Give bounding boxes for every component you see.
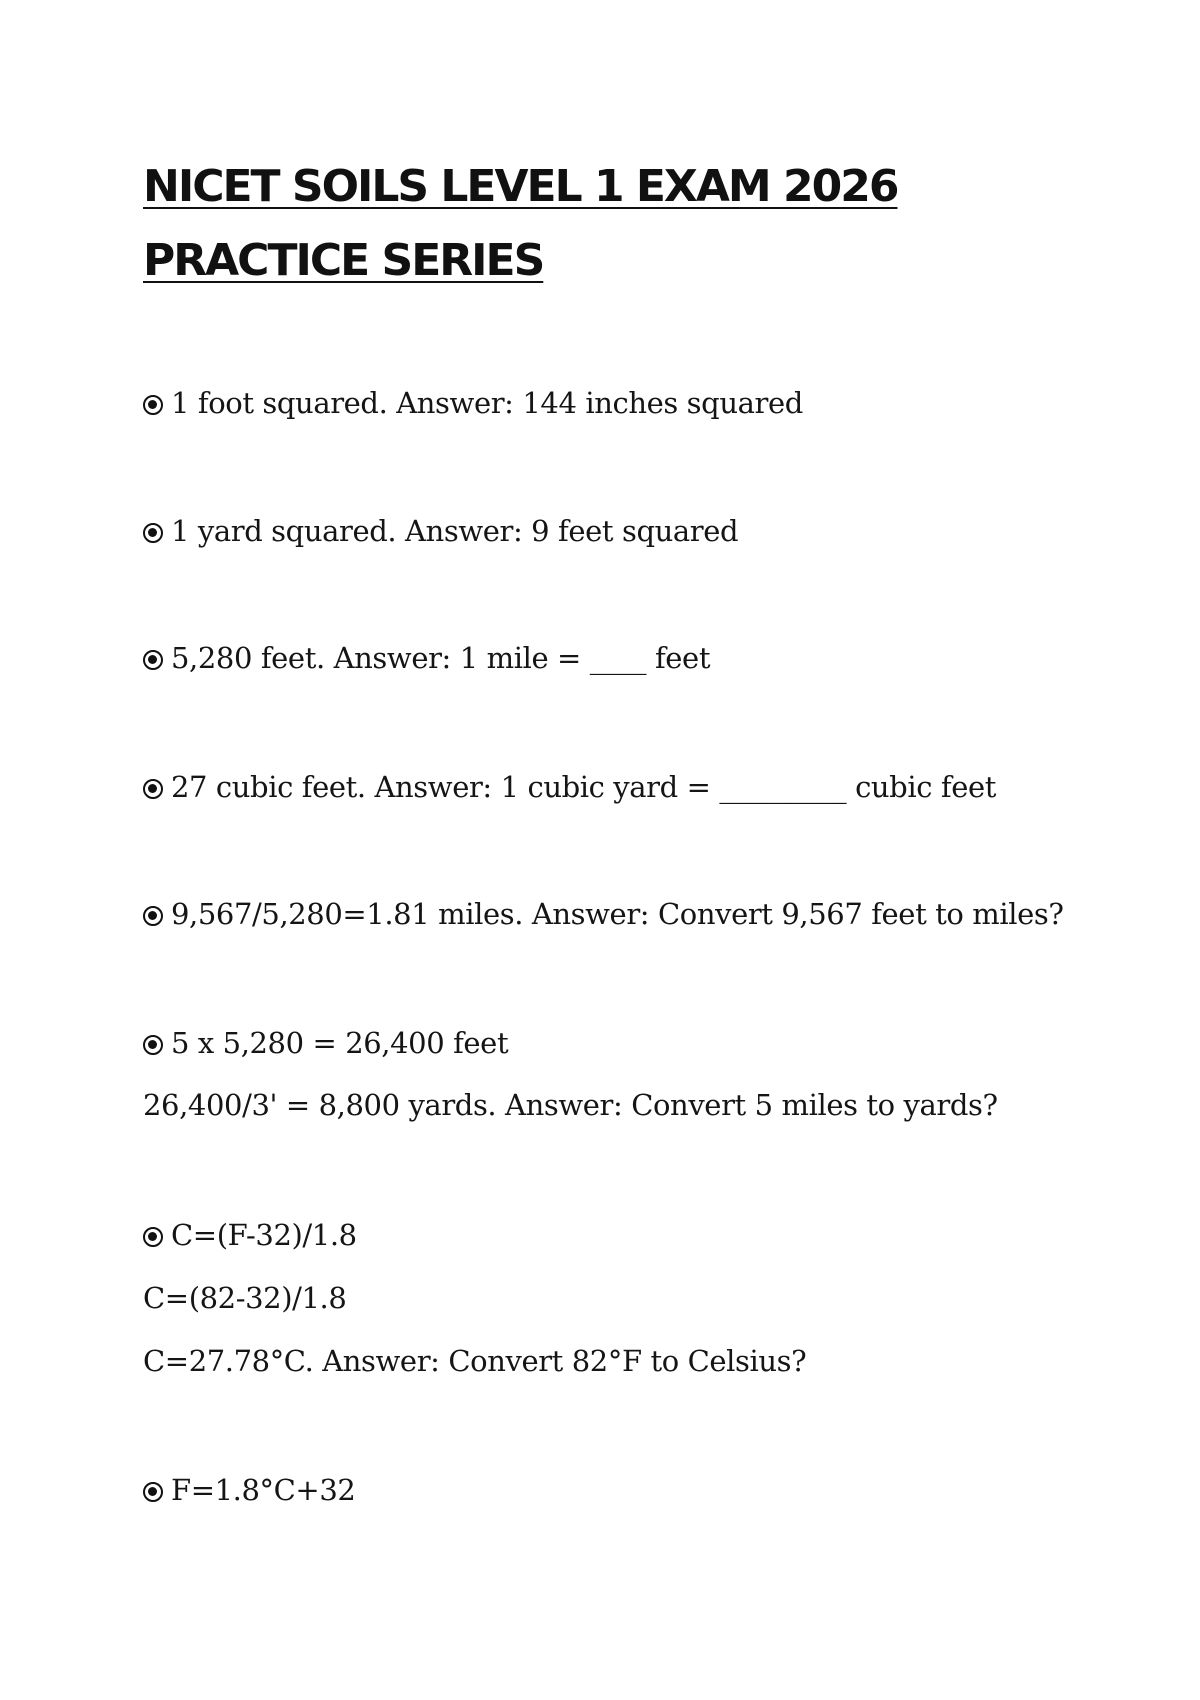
list-item — [143, 894, 1064, 934]
document-title: NICET SOILS LEVEL 1 EXAM 2026 PRACTICE SERIES — [143, 161, 898, 286]
list-item — [143, 638, 710, 678]
item-text: 5 x 5,280 = 26,400 feet — [171, 1026, 509, 1060]
radio-bullet-icon — [143, 395, 163, 415]
list-item — [143, 1470, 355, 1510]
item-continuation-line: 26,400/3' = 8,800 yards. Answer: Convert 5 miles to yards? — [143, 1088, 998, 1122]
item-continuation-line: C=27.78°C. Answer: Convert 82°F to Celsius? — [143, 1344, 807, 1378]
list-item — [143, 767, 996, 807]
radio-bullet-icon — [143, 906, 163, 926]
item-text: 1 foot squared. Answer: 144 inches squared — [171, 386, 803, 420]
list-item — [143, 1023, 508, 1063]
list-item — [143, 511, 738, 551]
item-text: C=(F-32)/1.8 — [171, 1218, 357, 1252]
item-continuation-line: C=(82-32)/1.8 — [143, 1281, 347, 1315]
radio-bullet-icon — [143, 779, 163, 799]
radio-bullet-icon — [143, 1482, 163, 1502]
item-text: 27 cubic feet. Answer: 1 cubic yard = _________ cubic feet — [171, 770, 996, 804]
radio-bullet-icon — [143, 1227, 163, 1247]
list-item — [143, 383, 803, 423]
item-text: 9,567/5,280=1.81 miles. Answer: Convert 9,567 feet to miles? — [171, 897, 1064, 931]
list-item — [143, 1215, 357, 1255]
item-text: 5,280 feet. Answer: 1 mile = ____ feet — [171, 641, 711, 675]
item-text: 1 yard squared. Answer: 9 feet squared — [171, 514, 739, 548]
radio-bullet-icon — [143, 523, 163, 543]
radio-bullet-icon — [143, 1035, 163, 1055]
item-text: F=1.8°C+32 — [171, 1473, 356, 1507]
radio-bullet-icon — [143, 650, 163, 670]
